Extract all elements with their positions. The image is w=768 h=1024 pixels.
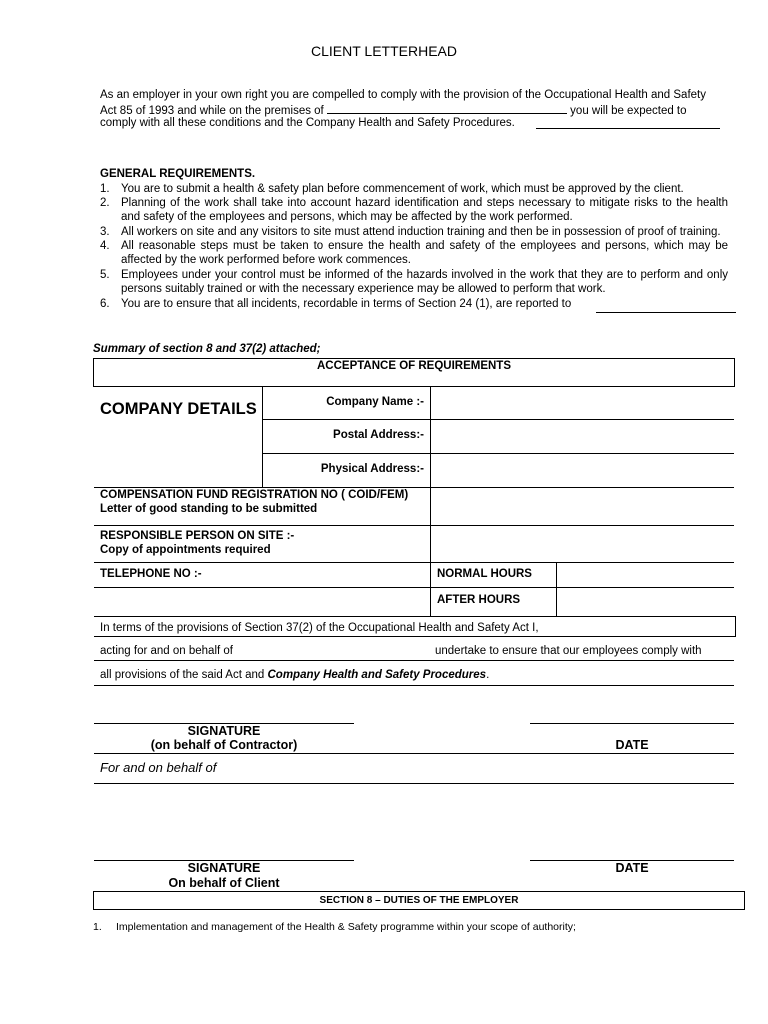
report-to-blank-line[interactable] xyxy=(596,312,736,313)
procedures-emphasis: Company Health and Safety Procedures xyxy=(267,669,487,681)
row-line xyxy=(262,453,734,454)
intro-line-3-text: comply with all these conditions and the Company Health and Safety Procedures. xyxy=(100,117,515,129)
contractor-date-line[interactable] xyxy=(530,723,734,724)
after-hours-label: AFTER HOURS xyxy=(437,594,521,606)
row-line xyxy=(94,487,734,488)
physical-address-field[interactable] xyxy=(432,456,732,485)
row-line xyxy=(262,419,734,420)
hours-divider xyxy=(430,562,431,616)
page-title: CLIENT LETTERHEAD xyxy=(311,43,457,59)
for-and-on-behalf-label: For and on behalf of xyxy=(100,760,217,775)
declaration-line-3c: . xyxy=(486,669,490,681)
req-num: 3. xyxy=(100,226,110,238)
req-item-3 xyxy=(100,225,730,239)
value-col-divider xyxy=(430,386,431,562)
declaration-line-3a: all provisions of the said Act and xyxy=(100,669,268,681)
req-text: All workers on site and any visitors to site must attend induction training and then be in possession of proof of training. xyxy=(121,226,721,238)
company-details-heading: COMPANY DETAILS xyxy=(100,400,257,418)
intro-blank-line[interactable] xyxy=(536,128,720,129)
req-item-2 xyxy=(100,196,730,224)
req-num: 6. xyxy=(100,298,110,310)
req-item-5 xyxy=(100,268,730,296)
physical-address-label: Physical Address:- xyxy=(320,463,424,475)
declaration-line-2b: undertake to ensure that our employees comply with xyxy=(435,645,702,657)
acceptance-box xyxy=(93,358,735,387)
responsible-person-field[interactable] xyxy=(432,528,732,560)
intro-line-2b: you will be expected to xyxy=(570,105,687,117)
postal-address-field[interactable] xyxy=(432,422,732,451)
req-text: Employees under your control must be informed of the hazards involved in the work that they are to perform and only persons suitably trained or with the necessary experience may be allowed to perform that work. xyxy=(121,269,728,296)
req-num: 5. xyxy=(100,269,110,281)
telephone-label: TELEPHONE NO :- xyxy=(100,568,202,580)
req-text: Planning of the work shall take into account hazard identification and steps necessary to mitigate risks to the health and safety of the employees and persons, which may be affected by the work performed. xyxy=(121,197,728,224)
declaration-line xyxy=(94,685,734,686)
row-line xyxy=(94,525,734,526)
req-item-4 xyxy=(100,239,730,267)
hours-value-divider xyxy=(556,562,557,616)
responsible-person-label: RESPONSIBLE PERSON ON SITE :- xyxy=(100,530,295,542)
req-text: All reasonable steps must be taken to ensure the health and safety of the employees and persons, which may be affected by the work performed before work commences. xyxy=(121,240,728,267)
req-num: 4. xyxy=(100,240,110,252)
company-name-label: Company Name :- xyxy=(326,396,424,408)
normal-hours-label: NORMAL HOURS xyxy=(437,568,532,580)
company-name-field[interactable] xyxy=(432,390,732,418)
row-line xyxy=(94,616,736,617)
intro-line-2a: Act 85 of 1993 and while on the premises of xyxy=(100,105,324,117)
comp-fund-sublabel: Letter of good standing to be submitted xyxy=(100,503,318,515)
req-item-1 xyxy=(100,182,730,196)
contractor-signature-sublabel: (on behalf of Contractor) xyxy=(150,738,298,752)
row-line xyxy=(94,636,736,637)
client-signature-sublabel: On behalf of Client xyxy=(168,876,280,890)
telephone-field[interactable] xyxy=(210,565,428,585)
summary-note: Summary of section 8 and 37(2) attached; xyxy=(93,343,321,355)
row-line xyxy=(94,783,734,784)
req-text: You are to submit a health & safety plan before commencement of work, which must be approved by the client. xyxy=(121,183,684,195)
postal-address-label: Postal Address:- xyxy=(333,429,424,441)
client-signature-label: SIGNATURE xyxy=(187,861,261,875)
comp-fund-label: COMPENSATION FUND REGISTRATION NO ( COID/FEM) xyxy=(100,489,409,501)
req-text: You are to ensure that all incidents, recordable in terms of Section 24 (1), are reported to xyxy=(121,298,572,310)
declaration-line-1: In terms of the provisions of Section 37(2) of the Occupational Health and Safety Act I, xyxy=(100,622,539,634)
declaration-line-3 xyxy=(100,669,489,681)
row-line xyxy=(94,562,734,563)
decl-right-border xyxy=(735,616,736,636)
after-hours-field[interactable] xyxy=(558,590,732,614)
row-line xyxy=(94,753,734,754)
req-num: 1. xyxy=(100,183,110,195)
client-date-label: DATE xyxy=(615,861,649,875)
declaration-line-2a: acting for and on behalf of xyxy=(100,645,233,657)
section8-heading: SECTION 8 – DUTIES OF THE EMPLOYER xyxy=(319,895,519,906)
section8-item-text: Implementation and management of the Health & Safety programme within your scope of authority; xyxy=(116,921,576,933)
contractor-signature-label: SIGNATURE xyxy=(187,724,261,738)
req-num: 2. xyxy=(100,197,110,209)
comp-fund-field[interactable] xyxy=(432,490,732,523)
row-line xyxy=(94,587,734,588)
premises-blank[interactable] xyxy=(327,102,567,114)
intro-line-1: As an employer in your own right you are compelled to comply with the provision of the Occupational Health and Safety xyxy=(100,89,706,101)
acceptance-heading: ACCEPTANCE OF REQUIREMENTS xyxy=(316,360,512,372)
section8-item-num: 1. xyxy=(93,921,102,933)
declaration-line xyxy=(94,660,734,661)
req-item-6 xyxy=(100,297,730,311)
normal-hours-field[interactable] xyxy=(558,565,732,585)
section8-box xyxy=(93,891,745,910)
contractor-date-label: DATE xyxy=(615,738,649,752)
responsible-person-sublabel: Copy of appointments required xyxy=(100,544,271,556)
general-heading: GENERAL REQUIREMENTS. xyxy=(100,168,256,180)
